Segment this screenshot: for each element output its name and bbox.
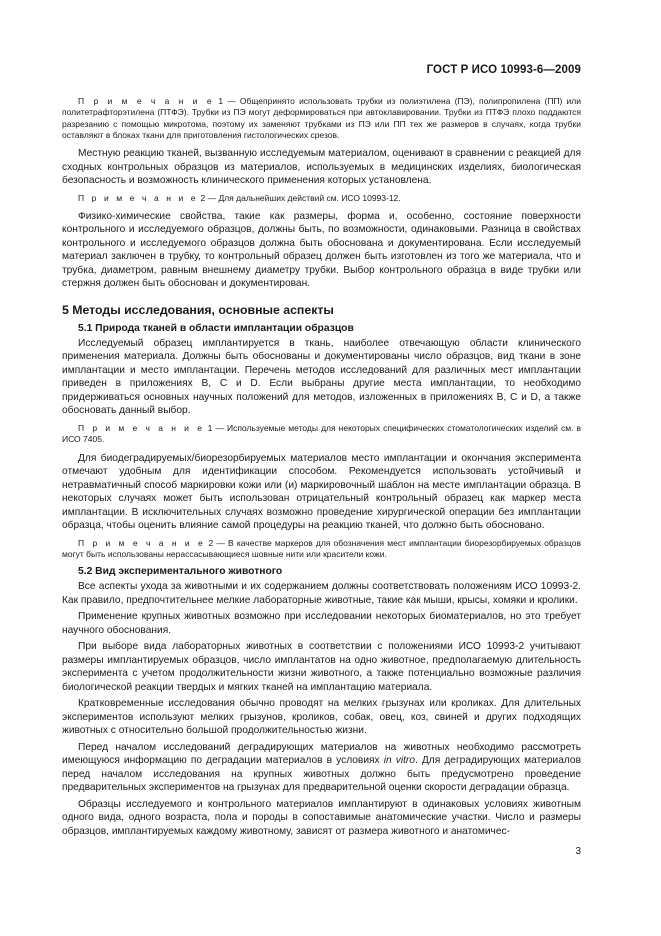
note-text: 1 — Используемые методы для некоторых специфических стоматологических изделий см. в ИСО 7405. xyxy=(62,422,582,445)
section-heading-5-1: 5.1 Природа тканей в области имплантации образцов xyxy=(78,322,354,334)
paragraph xyxy=(62,741,581,795)
note-label: П р и м е ч а н и е xyxy=(78,422,205,433)
page-number: 3 xyxy=(575,846,581,857)
note-4 xyxy=(62,538,581,561)
note-text: 2 — Для дальнейших действий см. ИСО 10993-12. xyxy=(198,192,401,203)
paragraph: При выборе вида лабораторных животных в соответствии с положениями ИСО 10993-2 учитывают размеры имплантируемых образцов, число имплантатов на одно животное, предполагаемую длительность эксперимента с учетом продолжительности жизни животного, а также потенциально возможные различия биологической реакции твердых и мягких тканей на имплантацию материала. xyxy=(62,641,581,693)
paragraph: Физико-химические свойства, такие как размеры, форма и, особенно, состояние поверхности контрольного и исследуемого образцов, должны быть, по возможности, одинаковыми. Разница в свойствах контрольного и исследуемого образцов должна быть обоснована и документирована. Если исследуемый материал заключен в трубку, то контрольный образец должен быть изготовлен из того же материала, что и трубка, диаметром, равным внешнему диаметру трубки. Выбор контрольного образца в виде трубки или стержня должен быть обоснован и документирован. xyxy=(62,210,581,290)
paragraph: Исследуемый образец имплантируется в ткань, наиболее отвечающую области клинического применения материала. Должны быть обоснованы и документированы число образцов, вид ткани в зоне имплантации и место имплантации. Перечень методов исследований для различных мест имплантации приведен в приложениях B, C и D. Если выбраны другие места имплантации, то необходимо придерживаться основных научных положений для методов, изложенных в приложениях B, C и D, а также обосновать данный выбор. xyxy=(62,337,581,417)
paragraph: Местную реакцию тканей, вызванную исследуемым материалом, оценивают в сравнении с реакцией для сходных контрольных образцов из материалов, используемых в медицинских изделиях, биологическая безопасность и возможность клинического применения которых установлена. xyxy=(62,148,581,187)
paragraph: Применение крупных животных возможно при исследовании некоторых биоматериалов, но это требует научного обоснования. xyxy=(62,611,581,636)
page-content xyxy=(62,96,581,841)
note-text: 2 — В качестве маркеров для обозначения мест имплантации биорезорбируемых образцов могут быть использованы нерассасывающиеся шовные нити или красители кожи. xyxy=(62,537,581,559)
section-heading-5: 5 Методы исследования, основные аспекты xyxy=(62,302,334,317)
paragraph-text: Перед началом исследований деградирующих материалов на животных необходимо рассмотреть имеющуюся информацию по деградации материалов в условиях xyxy=(62,741,581,767)
paragraph: Образцы исследуемого и контрольного материалов имплантируют в одинаковых условиях животным одного вида, одного возраста, пола и породы в сопоставимые анатомические участки. Число и размеры образцов, имплантируемых каждому животному, зависят от размера животного и анатомичес- xyxy=(62,798,581,837)
italic-term: in vitro xyxy=(383,755,415,767)
paragraph: Для биодеградируемых/биорезорбируемых материалов место имплантации и окончания эксперимента отмечают удобным для идентификации способом. Рекомендуется использовать устойчивый и нетравматичный способ маркировки кожи или (и) маркировочный шаблон на месте имплантации образца. В некоторых случаях может быть использован отрицательный контрольный образец как маркер места имплантации. В исключительных случаях возможно проведение хирургической операции без имплантации образца, чтобы оценить влияние самой процедуры на реакцию тканей, что должно быть обосновано. xyxy=(62,452,581,532)
note-3 xyxy=(62,423,581,446)
paragraph-text: . Для деградирующих материалов перед началом исследования на крупных животных должно быть предусмотрено проведение предварительных экспериментов на грызунах для предварительной оценки скорости деградации образца. xyxy=(62,755,581,794)
note-label: П р и м е ч а н и е xyxy=(78,537,206,548)
document-header: ГОСТ Р ИСО 10993-6—2009 xyxy=(426,64,581,76)
paragraph: Все аспекты ухода за животными и их содержанием должны соответствовать положениям ИСО 10993-2. Как правило, предпочтительнее мелкие лабораторные животные, такие как мыши, крысы, хомяки и кролики. xyxy=(62,581,581,606)
note-text: 1 — Общепринято использовать трубки из полиэтилена (ПЭ), полипропилена (ПП) или политетрафторэтилена (ПТФЭ). Трубки из ПЭ могут деформироваться при автоклавировании. Трубки из ПТФЭ плохо поддаются разрезанию с помощью микротома, поэтому их заменяют трубками из ПЭ или ПП тех же размеров в случаях, когда трубки оставляют в блоках ткани для приготовления гистологических срезов. xyxy=(62,96,581,140)
note-1 xyxy=(62,96,581,141)
note-2 xyxy=(62,193,581,204)
paragraph: Кратковременные исследования обычно проводят на мелких грызунах или кроликах. Для длительных экспериментов используют мелких грызунов, кроликов, собак, овец, коз, свиней и других подходящих животных с относительно большой продолжительностью жизни. xyxy=(62,698,581,737)
note-label: П р и м е ч а н и е xyxy=(78,192,199,203)
section-heading-5-2: 5.2 Вид экспериментального животного xyxy=(78,566,283,578)
note-label: П р и м е ч а н и е xyxy=(78,96,215,106)
